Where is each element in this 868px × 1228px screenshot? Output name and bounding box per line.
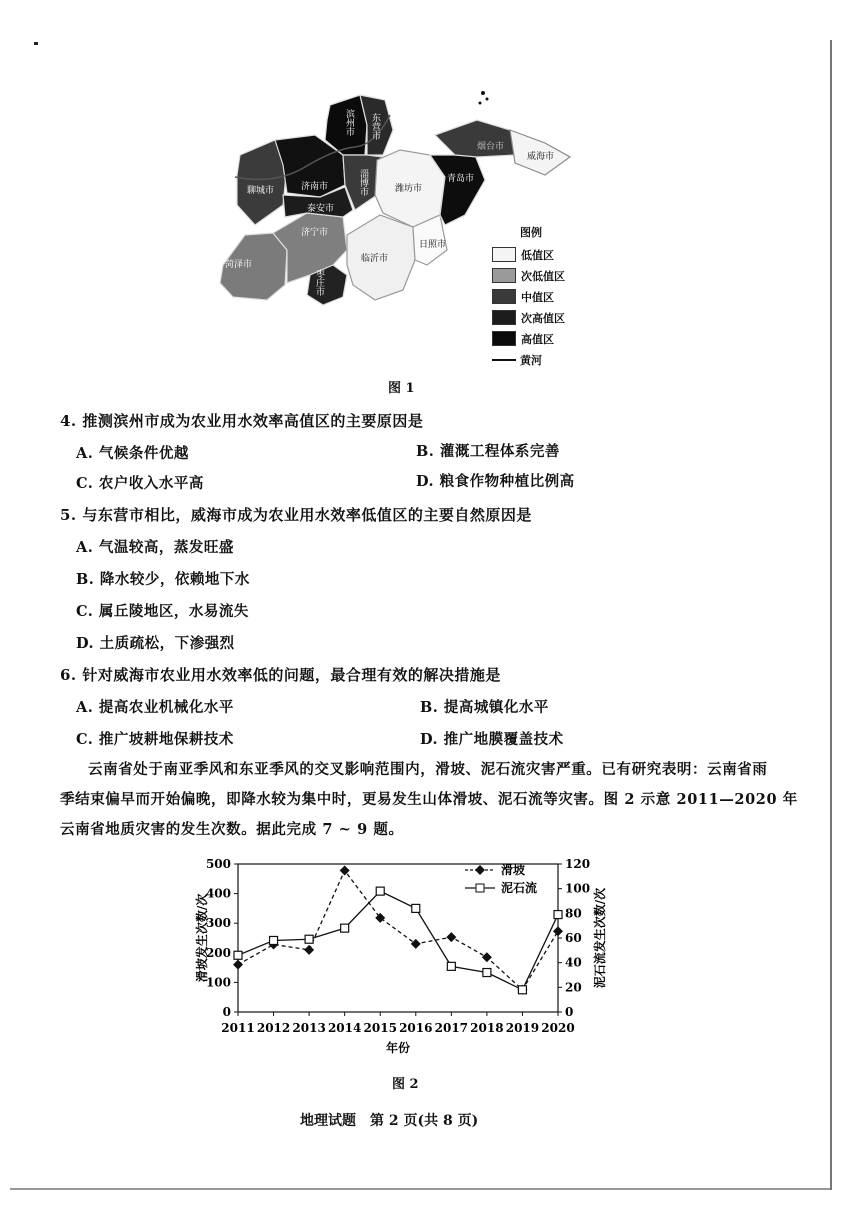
legend-label: 低值区 (521, 248, 554, 262)
x-tick-label: 2013 (292, 1021, 326, 1035)
right-tick-label: 0 (565, 1005, 574, 1019)
left-axis-label: 滑坡发生次数/次 (195, 893, 209, 983)
legend-label: 次低值区 (521, 269, 565, 283)
city-label-weifang: 潍坊市 (395, 184, 423, 194)
city-label-heze: 菏泽市 (225, 260, 253, 270)
legend-label: 次高值区 (521, 311, 565, 325)
right-tick-label: 60 (565, 931, 582, 945)
legend-item (492, 307, 592, 328)
legend-item (492, 349, 592, 370)
x-tick-label: 2014 (327, 1021, 362, 1035)
debris-flow-point (305, 935, 313, 943)
legend-swatch (492, 331, 516, 346)
debris-flow-point (554, 911, 562, 919)
debris-flow-point (234, 951, 242, 959)
question-5-option-b[interactable]: B. 降水较少，依赖地下水 (76, 571, 250, 588)
debris-flow-point (483, 969, 491, 977)
legend-swatch (492, 289, 516, 304)
legend-swatch (492, 247, 516, 262)
landslide-point (411, 939, 421, 949)
left-tick-label: 400 (205, 886, 231, 901)
city-label-zaozhuang: 枣庄市 (314, 269, 324, 296)
chart-legend-marker (476, 884, 484, 892)
debris-flow-point (376, 887, 384, 895)
legend-river-line (492, 359, 516, 361)
left-tick-label: 300 (205, 916, 231, 931)
city-label-jinan: 济南市 (301, 182, 329, 192)
right-axis-label: 泥石流发生次数/次 (593, 887, 607, 989)
question-6-option-c[interactable]: C. 推广坡耕地保耕技术 (76, 731, 234, 748)
passage-line-3: 云南省地质灾害的发生次数。据此完成 7 ~ 9 题。 (60, 821, 404, 838)
right-tick-label: 20 (565, 980, 582, 995)
question-4-option-a[interactable]: A. 气候条件优越 (76, 445, 189, 462)
city-label-linyi: 临沂市 (361, 254, 389, 264)
legend-swatch (492, 268, 516, 283)
legend-label: 中值区 (521, 290, 554, 304)
scan-edge-bottom (10, 1188, 830, 1190)
city-label-rizhao: 日照市 (419, 240, 447, 250)
question-4-option-d[interactable]: D. 粮食作物种植比例高 (416, 473, 575, 490)
city-label-dongying: 东营市 (370, 113, 380, 140)
debris-flow-point (518, 986, 526, 994)
city-label-yantai: 烟台市 (477, 142, 505, 152)
legend-label: 黄河 (520, 353, 542, 367)
chart-legend-marker (475, 865, 485, 875)
debris-flow-point (341, 924, 349, 932)
left-tick-label: 100 (205, 975, 231, 990)
right-tick-label: 80 (565, 906, 582, 921)
debris-flow-point (270, 936, 278, 944)
city-label-liaocheng: 聊城市 (247, 186, 275, 196)
x-tick-label: 2012 (256, 1021, 291, 1035)
landslide-point (340, 866, 350, 876)
question-4-stem: 4. 推测滨州市成为农业用水效率高值区的主要原因是 (60, 412, 424, 430)
question-5-option-a[interactable]: A. 气温较高，蒸发旺盛 (76, 539, 234, 556)
city-label-weihai: 威海市 (527, 152, 555, 162)
legend-title: 图例 (520, 226, 542, 239)
debris-flow-point (447, 962, 455, 970)
page-footer: 地理试题 第 2 页(共 8 页) (300, 1113, 479, 1129)
x-tick-label: 2019 (505, 1021, 540, 1035)
legend-swatch (492, 310, 516, 325)
landslide-point (375, 913, 385, 923)
left-tick-label: 0 (222, 1005, 231, 1019)
series-line-debris-flow (238, 891, 558, 990)
left-tick-label: 200 (205, 945, 231, 960)
landslide-point (482, 952, 492, 962)
x-tick-label: 2018 (470, 1021, 504, 1035)
right-tick-label: 100 (565, 881, 591, 896)
city-label-zibo: 淄博市 (358, 169, 368, 196)
x-tick-label: 2016 (399, 1021, 433, 1035)
x-tick-label: 2017 (434, 1021, 469, 1035)
landslide-point (233, 960, 243, 970)
debris-flow-point (412, 904, 420, 912)
city-label-taian: 泰安市 (307, 204, 335, 214)
figure1-legend (492, 224, 592, 370)
landslide-point (304, 945, 314, 955)
question-4-option-c[interactable]: C. 农户收入水平高 (76, 475, 204, 492)
x-tick-label: 2011 (221, 1021, 255, 1035)
left-tick-label: 500 (205, 857, 231, 871)
landslide-point (553, 926, 563, 936)
question-6-option-d[interactable]: D. 推广地膜覆盖技术 (420, 731, 564, 748)
question-6-option-b[interactable]: B. 提高城镇化水平 (420, 699, 549, 716)
passage-line-2: 季结束偏早而开始偏晚，即降水较为集中时，更易发生山体滑坡、泥石流等灾害。图 2 示意 2011—2020 年 (60, 791, 798, 808)
x-tick-label: 2020 (541, 1021, 575, 1035)
legend-label: 高值区 (521, 332, 554, 346)
question-4-option-b[interactable]: B. 灌溉工程体系完善 (416, 443, 560, 460)
legend-item (492, 265, 592, 286)
legend-item (492, 244, 592, 265)
x-axis-label: 年份 (385, 1041, 411, 1055)
legend-item (492, 328, 592, 349)
chart-legend-label: 泥石流 (501, 881, 538, 895)
legend-item (492, 286, 592, 307)
landslide-point (446, 932, 456, 942)
question-5-stem: 5. 与东营市相比，威海市成为农业用水效率低值区的主要自然原因是 (60, 506, 532, 524)
question-6-stem: 6. 针对威海市农业用水效率低的问题，最合理有效的解决措施是 (60, 666, 501, 684)
right-tick-label: 40 (565, 955, 582, 970)
passage (60, 755, 798, 845)
city-label-qingdao: 青岛市 (447, 174, 475, 184)
city-label-binzhou: 滨州市 (344, 109, 354, 136)
figure2-caption: 图 2 (392, 1077, 419, 1092)
right-tick-label: 120 (565, 857, 591, 871)
figure1-caption: 图 1 (388, 381, 415, 396)
x-tick-label: 2015 (363, 1021, 397, 1035)
question-5-option-c[interactable]: C. 属丘陵地区，水易流失 (76, 603, 249, 620)
figure2-chart (190, 852, 620, 1062)
scan-mark (34, 42, 38, 45)
scan-edge-right (830, 40, 832, 1190)
passage-line-1: 云南省处于南亚季风和东亚季风的交叉影响范围内，滑坡、泥石流灾害严重。已有研究表明：云南省雨 (88, 761, 768, 778)
question-5-option-d[interactable]: D. 土质疏松，下渗强烈 (76, 635, 235, 652)
city-label-jining: 济宁市 (301, 228, 329, 238)
chart-legend-label: 滑坡 (501, 863, 526, 877)
question-6-option-a[interactable]: A. 提高农业机械化水平 (76, 699, 234, 716)
